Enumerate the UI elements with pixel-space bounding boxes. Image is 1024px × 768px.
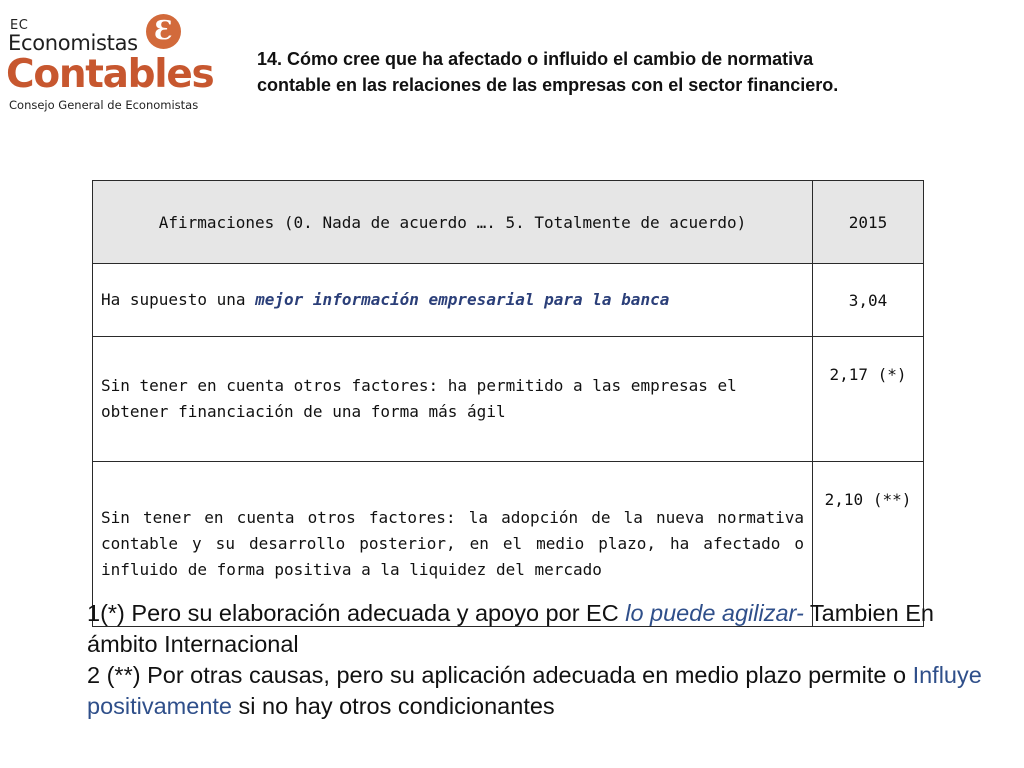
footnote-2-blue: Influye positivamente: [87, 662, 982, 719]
logo-emblem-icon: Ɛ: [146, 14, 181, 49]
table-header-row: [93, 181, 924, 264]
logo-economistas-text: Economistas: [8, 31, 138, 55]
footnote-1-text: 1(*) Pero su elaboración adecuada y apoyo por EC: [87, 600, 626, 626]
table-row: [93, 264, 924, 337]
logo: [6, 14, 214, 124]
logo-ec-text: EC: [10, 18, 29, 33]
header-year: 2015: [813, 181, 924, 264]
survey-table: [92, 180, 924, 627]
footnote-2: [87, 660, 997, 722]
row-2-statement: Sin tener en cuenta otros factores: ha permitido a las empresas el obtener financiación de una forma más ágil: [93, 337, 813, 462]
row-1-value: 3,04: [813, 264, 924, 337]
row-1-statement: [93, 264, 813, 337]
row-2-value-mark: (*): [877, 365, 907, 384]
question-title: 14. Cómo cree que ha afectado o influido el cambio de normativa contable en las relaciones de las empresas con el sector financiero.: [257, 49, 839, 95]
footnote-2-end: si no hay otros condicionantes: [232, 693, 555, 719]
footnote-1-end: Tambien En ámbito Internacional: [87, 600, 934, 657]
footnote-1: [87, 598, 997, 660]
row-3-value-number: 2,10: [824, 490, 864, 509]
row-1-text: Ha supuesto una: [101, 290, 256, 309]
row-3-value-mark: (**): [872, 490, 912, 509]
row-3-statement: Sin tener en cuenta otros factores: la adopción de la nueva normativa contable y su desarrollo posterior, en el medio plazo, ha afectado o influido de forma positiva a la liquidez del mercado: [93, 462, 813, 627]
logo-contables-text: Contables: [6, 52, 214, 97]
row-2-value: [813, 337, 924, 462]
row-1-highlight: mejor información empresarial para la banca: [255, 290, 670, 309]
footnote-1-italic: lo puede agilizar-: [625, 600, 804, 626]
row-2-value-number: 2,17: [829, 365, 868, 384]
header-afirmaciones: Afirmaciones (0. Nada de acuerdo …. 5. Totalmente de acuerdo): [93, 181, 813, 264]
logo-consejo-text: Consejo General de Economistas: [9, 98, 199, 112]
footnote-2-text: 2 (**) Por otras causas, pero su aplicación adecuada en medio plazo permite o: [87, 662, 913, 688]
footnotes: [87, 598, 997, 722]
table-row: [93, 337, 924, 462]
